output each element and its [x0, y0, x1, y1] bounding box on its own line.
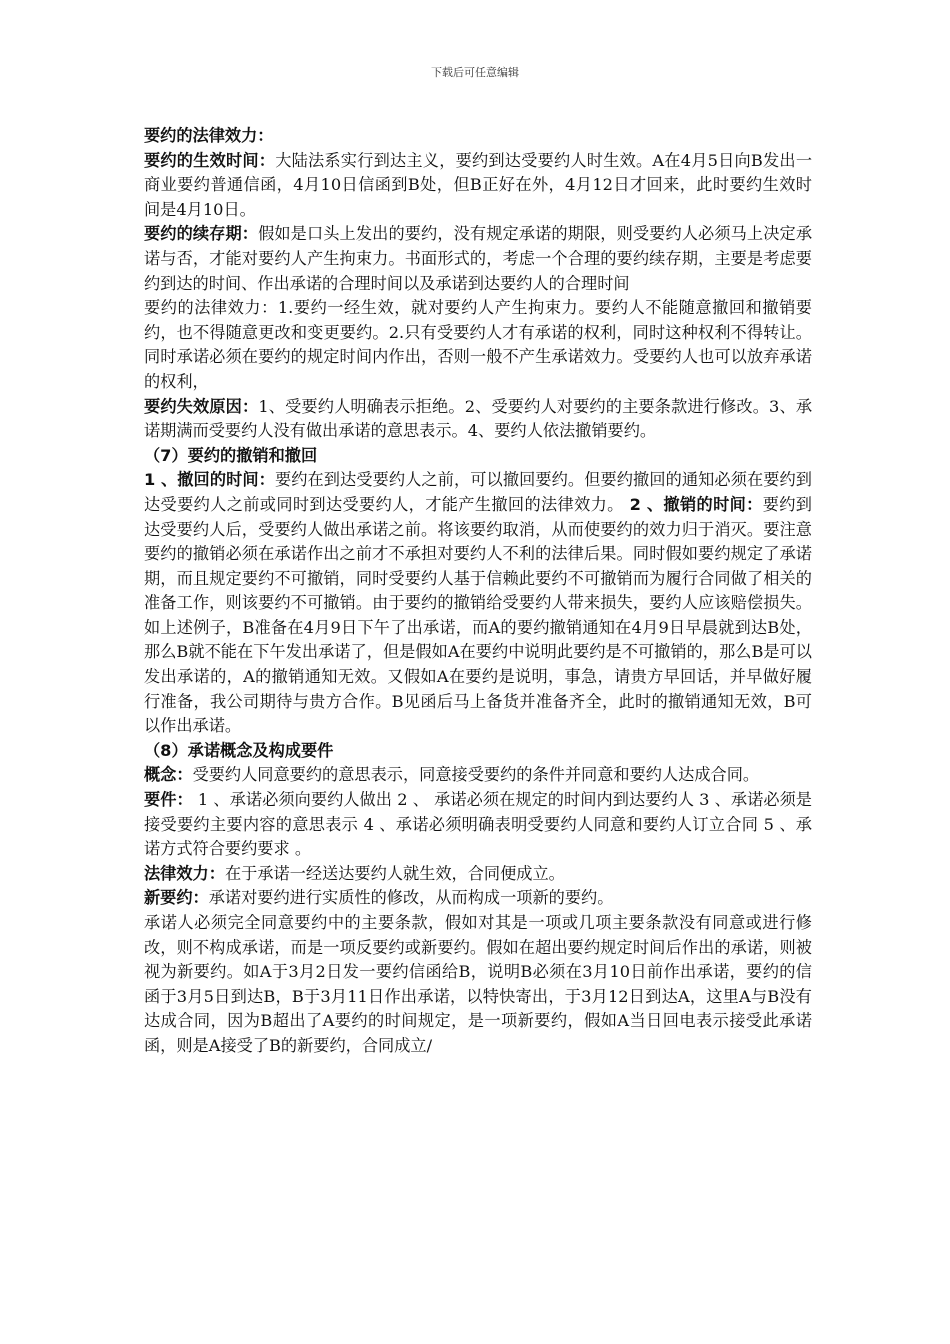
document-body	[144, 124, 812, 1059]
paragraph-text: 大陆法系实行到达主义，要约到达受要约人时生效。A在4月5日向B发出一商业要约普通信函，4月10日信函到B处，但B正好在外，4月12日才回来，此时要约生效时间是4月10日。	[144, 150, 813, 219]
bold-lead: 2 、撤销的时间：	[623, 494, 763, 514]
paragraph-text: 承诺人必须完全同意要约中的主要条款，假如对其是一项或几项主要条款没有同意或进行修改，则不构成承诺，而是一项反要约或新要约。假如在超出要约规定时间后作出的承诺，则被视为新要约。如A于3月2日发一要约信函给B，说明B必须在3月10日前作出承诺，要约的信函于3月5日到达B，B于3月11日作出承诺，以特快寄出，于3月12日到达A，这里A与B没有达成合同，因为B超出了A要约的时间规定，是一项新要约，假如A当日回电表示接受此承诺函，则是A接受了B的新要约，合同成立/	[144, 913, 812, 1055]
paragraph-legal-effect	[144, 296, 812, 394]
paragraph-duration	[144, 222, 812, 296]
paragraph-concept	[144, 763, 812, 788]
section-heading-8	[144, 739, 812, 764]
paragraph-text: 受要约人同意要约的意思表示，同意接受要约的条件并同意和要约人达成合同。	[192, 765, 760, 785]
bold-lead: 要约的续存期：	[144, 224, 259, 244]
paragraph-acceptance-effect	[144, 862, 812, 887]
paragraph-text: 要约在到达受要约人之前，可以撤回要约。但要约撤回的通知必须在要约到达受要约人之前或同时到达受要约人，才能产生撤回的法律效力。	[144, 470, 812, 514]
bold-lead: 新要约：	[144, 888, 209, 908]
paragraph-text: 承诺对要约进行实质性的修改，从而构成一项新的要约。	[208, 888, 614, 908]
paragraph-invalid-reasons	[144, 395, 812, 444]
bold-lead: （8）承诺概念及构成要件	[144, 740, 334, 760]
paragraph-elements	[144, 788, 812, 862]
paragraph-effective-time	[144, 149, 812, 223]
bold-lead: 要约的生效时间：	[144, 150, 276, 170]
page-header: 下载后可任意编辑	[431, 66, 519, 79]
bold-lead: 概念：	[144, 765, 193, 785]
bold-lead: （7）要约的撤销和撤回	[144, 445, 318, 465]
paragraph-text: 在于承诺一经送达要约人就生效，合同便成立。	[224, 863, 565, 883]
paragraph-withdraw-revoke	[144, 468, 812, 739]
bold-lead: 要约失效原因：	[144, 396, 259, 416]
bold-lead: 法律效力：	[144, 863, 225, 883]
paragraph-text: 1、受要约人明确表示拒绝。2、受要约人对要约的主要条款进行修改。3、承诺期满而受要约人没有做出承诺的意思表示。4、要约人依法撤销要约。	[144, 396, 813, 441]
paragraph-text: 1 、承诺必须向要约人做出 2 、 承诺必须在规定的时间内到达要约人 3 、承诺必须是接受要约主要内容的意思表示 4 、承诺必须明确表明受要约人同意和要约人订立合同 5 、承诺方式符合要约要求 。	[144, 790, 812, 859]
bold-lead: 要约的法律效力：	[144, 126, 274, 145]
bold-lead: 要件：	[144, 790, 193, 810]
paragraph-text: 要约的法律效力：1.要约一经生效，就对要约人产生拘束力。要约人不能随意撤回和撤销要约，也不得随意更改和变更要约。2.只有受要约人才有承诺的权利，同时这种权利不得转让。同时承诺必须在要约的规定时间内作出，否则一般不产生承诺效力。受要约人也可以放弃承诺的权利，	[144, 298, 812, 391]
bold-lead: 1 、撤回的时间：	[144, 470, 275, 490]
paragraph-text: 要约到达受要约人后，受要约人做出承诺之前。将该要约取消，从而使要约的效力归于消灭。要注意要约的撤销必须在承诺作出之前才不承担对要约人不利的法律后果。同时假如要约规定了承诺期，而且规定要约不可撤销，同时受要约人基于信赖此要约不可撤销而为履行合同做了相关的准备工作，则该要约不可撤销。由于要约的撤销给受要约人带来损失，要约人应该赔偿损失。如上述例子，B准备在4月9日下午了出承诺，而A的要约撤销通知在4月9日早晨就到达B处，那么B就不能在下午发出承诺了，但是假如A在要约中说明此要约是不可撤销的，那么B是可以发出承诺的，A的撤销通知无效。又假如A在要约是说明，事急，请贵方早回话，并早做好履行准备，我公司期待与贵方合作。B见函后马上备货并准备齐全，此时的撤销通知无效，B可以作出承诺。	[144, 494, 812, 736]
paragraph-heading-legal-effect	[144, 124, 812, 149]
paragraph-new-offer	[144, 886, 812, 911]
paragraph-text: 假如是口头上发出的要约，没有规定承诺的期限，则受要约人必须马上决定承诺与否，才能对要约人产生拘束力。书面形式的，考虑一个合理的要约续存期，主要是考虑要约到达的时间、作出承诺的合理时间以及承诺到达要约人的合理时间	[144, 224, 813, 293]
paragraph-new-offer-example	[144, 911, 812, 1059]
section-heading-7	[144, 444, 812, 469]
